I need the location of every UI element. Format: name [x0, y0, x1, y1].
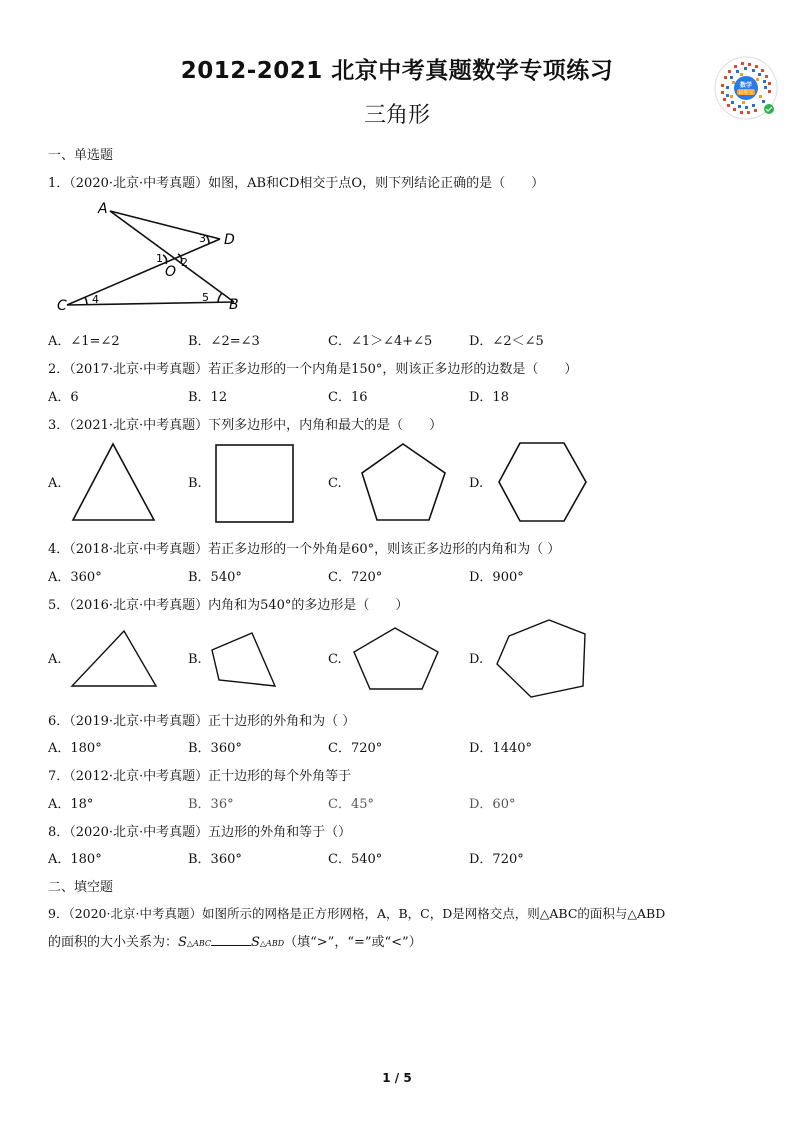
q6-option-b[interactable]: B．360° [188, 741, 242, 756]
qr-label-2: 试卷宝 [738, 90, 754, 96]
q1-option-a[interactable]: A．∠1=∠2 [48, 334, 120, 349]
q5-triangle-shape [68, 626, 160, 690]
q1-figure [52, 196, 252, 314]
q5-option-b[interactable]: B. [188, 652, 202, 667]
qr-code-icon[interactable] [714, 56, 778, 120]
q5-option-d[interactable]: D. [469, 652, 484, 667]
q1-option-b[interactable]: B．∠2=∠3 [188, 334, 260, 349]
q3-pentagon-shape [358, 440, 450, 526]
question-5: 5．（2016·北京·中考真题）内角和为540°的多边形是（ ） [48, 598, 409, 613]
point-c-label: C [57, 298, 67, 314]
q3-option-d[interactable]: D. [469, 476, 484, 491]
q6-option-a[interactable]: A．180° [48, 741, 102, 756]
q4-option-d[interactable]: D．900° [469, 570, 524, 585]
angle-2-label: 2 [181, 256, 188, 269]
q3-triangle-shape [68, 440, 158, 526]
q7-option-d[interactable]: D．60° [469, 797, 516, 812]
question-9-line1: 9．（2020·北京·中考真题）如图所示的网格是正方形网格，A，B，C，D是网格交点，则△ABC的面积与△ABD [48, 906, 666, 921]
q6-option-c[interactable]: C．720° [328, 741, 383, 756]
q8-option-a[interactable]: A．180° [48, 852, 102, 867]
qr-label-1: 数学 [739, 82, 753, 89]
page-title: 2012-2021 北京中考真题数学专项练习 [180, 58, 614, 84]
question-6: 6．（2019·北京·中考真题）正十边形的外角和为（ ） [48, 714, 356, 729]
q5-option-a[interactable]: A. [48, 652, 62, 667]
q5-option-c[interactable]: C. [328, 652, 342, 667]
angle-1-label: 1 [156, 252, 163, 265]
q2-option-b[interactable]: B．12 [188, 390, 228, 405]
section-fill-blank: 二、填空题 [48, 880, 114, 895]
angle-3-label: 3 [199, 232, 206, 245]
q2-option-d[interactable]: D．18 [469, 390, 509, 405]
q2-option-c[interactable]: C．16 [328, 390, 368, 405]
q7-option-b[interactable]: B．36° [188, 797, 234, 812]
q9-prefix: 的面积的大小关系为： [48, 935, 179, 950]
q1-option-c[interactable]: C．∠1＞∠4+∠5 [328, 334, 433, 349]
q9-sub1: △ABC [186, 939, 211, 948]
q8-option-d[interactable]: D．720° [469, 852, 524, 867]
q8-option-c[interactable]: C．540° [328, 852, 383, 867]
question-9-line2 [48, 931, 422, 950]
q6-option-d[interactable]: D．1440° [469, 741, 533, 756]
point-b-label: B [229, 297, 239, 313]
section-single-choice: 一、单选题 [48, 148, 114, 163]
q8-option-b[interactable]: B．360° [188, 852, 242, 867]
q9-sub2: △ABD [259, 939, 285, 948]
page-subtitle: 三角形 [363, 103, 430, 128]
q2-option-a[interactable]: A．6 [48, 390, 79, 405]
point-d-label: D [224, 232, 235, 248]
answer-blank[interactable] [211, 933, 251, 946]
q5-hexagon-shape [492, 616, 592, 702]
q3-hexagon-shape [495, 440, 589, 526]
q3-option-a[interactable]: A. [48, 476, 62, 491]
point-a-label: A [98, 201, 108, 217]
question-8: 8．（2020·北京·中考真题）五边形的外角和等于（） [48, 825, 352, 840]
q7-option-a[interactable]: A．18° [48, 797, 94, 812]
question-4: 4．（2018·北京·中考真题）若正多边形的一个外角是60°，则该正多边形的内角和为（ ） [48, 542, 561, 557]
question-2: 2．（2017·北京·中考真题）若正多边形的一个内角是150°，则该正多边形的边数是（ ） [48, 362, 578, 377]
q3-square-shape [212, 442, 296, 524]
q3-option-b[interactable]: B. [188, 476, 202, 491]
q3-option-c[interactable]: C. [328, 476, 342, 491]
q1-option-d[interactable]: D．∠2＜∠5 [469, 334, 544, 349]
q9-s2: S [251, 935, 260, 950]
q9-s1: S [178, 935, 187, 950]
q4-option-c[interactable]: C．720° [328, 570, 383, 585]
point-o-label: O [165, 264, 177, 280]
q4-option-b[interactable]: B．540° [188, 570, 242, 585]
angle-5-label: 5 [202, 291, 209, 304]
q9-suffix: （填“>”，“=”或“<”） [284, 935, 422, 950]
question-3: 3．（2021·北京·中考真题）下列多边形中，内角和最大的是（ ） [48, 418, 443, 433]
question-7: 7．（2012·北京·中考真题）正十边形的每个外角等于 [48, 769, 352, 784]
q4-option-a[interactable]: A．360° [48, 570, 102, 585]
q5-quadrilateral-shape [204, 628, 282, 692]
page-number: 1 / 5 [382, 1071, 412, 1085]
q5-pentagon-shape [350, 624, 444, 694]
question-1: 1．（2020·北京·中考真题）如图，AB和CD相交于点O，则下列结论正确的是（ ） [48, 176, 545, 191]
q7-option-c[interactable]: C．45° [328, 797, 374, 812]
angle-4-label: 4 [92, 293, 99, 306]
